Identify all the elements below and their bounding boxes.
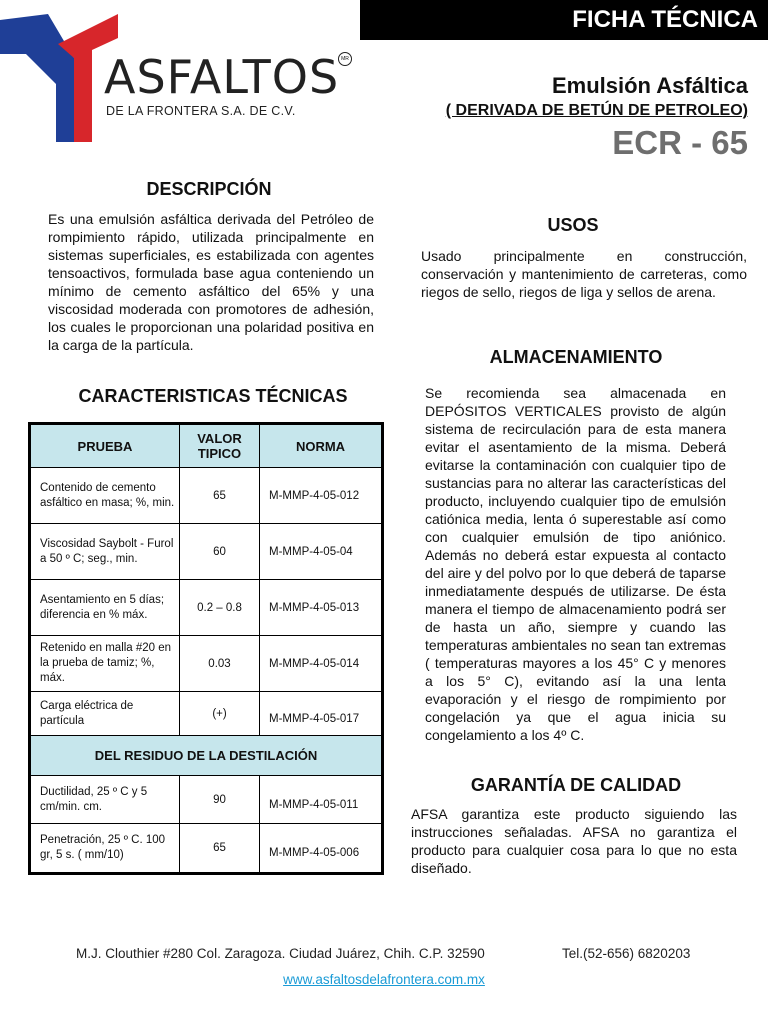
caracteristicas-title: CARACTERISTICAS TÉCNICAS (78, 386, 348, 406)
valor-cell: (+) (180, 692, 260, 736)
norma-cell: M-MMP-4-05-017 (260, 692, 383, 736)
norma-cell: M-MMP-4-05-011 (260, 776, 383, 824)
almacenamiento-body: Se recomienda sea almacenada en DEPÓSITOS VERTICALES provisto de algún sistema de recirculación para de esta manera evitar el asentamiento de la misma. Deberá evitarse la contaminación con cualquier tipo de sustancias para no alterar las características del producto, incluyendo cualquier tipo de emulsión catiónica media, lenta ó superestable así como con cualquier emulsión de tipo aniónico. Además no deberá estar expuesta al contacto del aire y del polvo por lo que deberá de taparse inmediatamente después de utilizarse. De ésta manera el tiempo de almacenamiento podrá ser de hasta un año, siempre y cuando las temperaturas ambientales no sean tan extremas ( temperaturas mayores a los 45° C y menores a los 5° C), evitando así la una lenta evaporación y el riesgo de rompimiento por congelación ya que el agua inicia su congelamiento a los 4º C. (425, 385, 726, 743)
table-row (30, 692, 383, 736)
table-header-row (30, 424, 383, 468)
prueba-cell: Contenido de cemento asfáltico en masa; %, min. (30, 468, 180, 524)
table-row (30, 824, 383, 874)
norma-cell: M-MMP-4-05-013 (260, 580, 383, 636)
table-row (30, 468, 383, 524)
valor-cell: 0.03 (180, 636, 260, 692)
table-row (30, 580, 383, 636)
specs-table (28, 422, 384, 875)
descripcion-title: DESCRIPCIÓN (146, 179, 272, 199)
valor-cell: 60 (180, 524, 260, 580)
footer-address: M.J. Clouthier #280 Col. Zaragoza. Ciudad Juárez, Chih. C.P. 32590 (76, 946, 485, 961)
residuo-subheader-row (30, 736, 383, 776)
ficha-tecnica-banner: FICHA TÉCNICA (360, 0, 768, 40)
usos-body: Usado principalmente en construcción, conservación y mantenimiento de carreteras, como riegos de sello, riegos de liga y sellos de arena. (421, 248, 747, 300)
prueba-cell: Penetración, 25 º C. 100 gr, 5 s. ( mm/10) (30, 824, 180, 874)
website-link[interactable]: www.asfaltosdelafrontera.com.mx (283, 972, 485, 987)
table-row (30, 636, 383, 692)
column-header-prueba: PRUEBA (30, 424, 180, 468)
almacenamiento-title: ALMACENAMIENTO (489, 347, 663, 367)
norma-cell: M-MMP-4-05-04 (260, 524, 383, 580)
footer-phone: Tel.(52-656) 6820203 (562, 946, 691, 961)
prueba-cell: Carga eléctrica de partícula (30, 692, 180, 736)
column-header-norma: NORMA (260, 424, 383, 468)
garantia-title: GARANTÍA DE CALIDAD (470, 775, 682, 795)
valor-cell: 65 (180, 468, 260, 524)
valor-cell: 90 (180, 776, 260, 824)
product-header (446, 73, 748, 161)
prueba-cell: Asentamiento en 5 días; diferencia en % máx. (30, 580, 180, 636)
valor-cell: 0.2 – 0.8 (180, 580, 260, 636)
product-subtitle: ( DERIVADA DE BETÚN DE PETROLEO) (445, 102, 748, 119)
product-code: ECR - 65 (612, 124, 748, 161)
prueba-cell: Ductilidad, 25 º C y 5 cm/min. cm. (30, 776, 180, 824)
table-row (30, 524, 383, 580)
brand-name: ASFALTOS (104, 50, 340, 104)
column-header-valor: VALOR TIPICO (180, 424, 260, 468)
table-row (30, 776, 383, 824)
prueba-cell: Retenido en malla #20 en la prueba de tamiz; %, máx. (30, 636, 180, 692)
norma-cell: M-MMP-4-05-014 (260, 636, 383, 692)
usos-title: USOS (547, 215, 599, 235)
valor-cell: 65 (180, 824, 260, 874)
company-tagline: DE LA FRONTERA S.A. DE C.V. (106, 104, 296, 118)
residuo-subheader: DEL RESIDUO DE LA DESTILACIÓN (30, 736, 383, 776)
prueba-cell: Viscosidad Saybolt - Furol a 50 º C; seg., min. (30, 524, 180, 580)
norma-cell: M-MMP-4-05-012 (260, 468, 383, 524)
product-name: Emulsión Asfáltica (551, 73, 748, 98)
company-logo (0, 14, 360, 144)
garantia-body: AFSA garantiza este producto siguiendo las instrucciones señaladas. AFSA no garantiza el producto para cualquier cosa para lo que no esta diseñado. (411, 806, 737, 876)
registered-mark: MR (338, 52, 352, 66)
descripcion-body: Es una emulsión asfáltica derivada del Petróleo de rompimiento rápido, utilizada principalmente en sistemas superficiales, es estabilizada con agentes tensoactivos, formulada base agua conteniendo un mínimo de cemento asfáltico del 65% y una viscosidad moderada con promotores de adhesión, los cuales le proporcionan una polaridad positiva en la carga de la partícula. (48, 211, 374, 353)
norma-cell: M-MMP-4-05-006 (260, 824, 383, 874)
